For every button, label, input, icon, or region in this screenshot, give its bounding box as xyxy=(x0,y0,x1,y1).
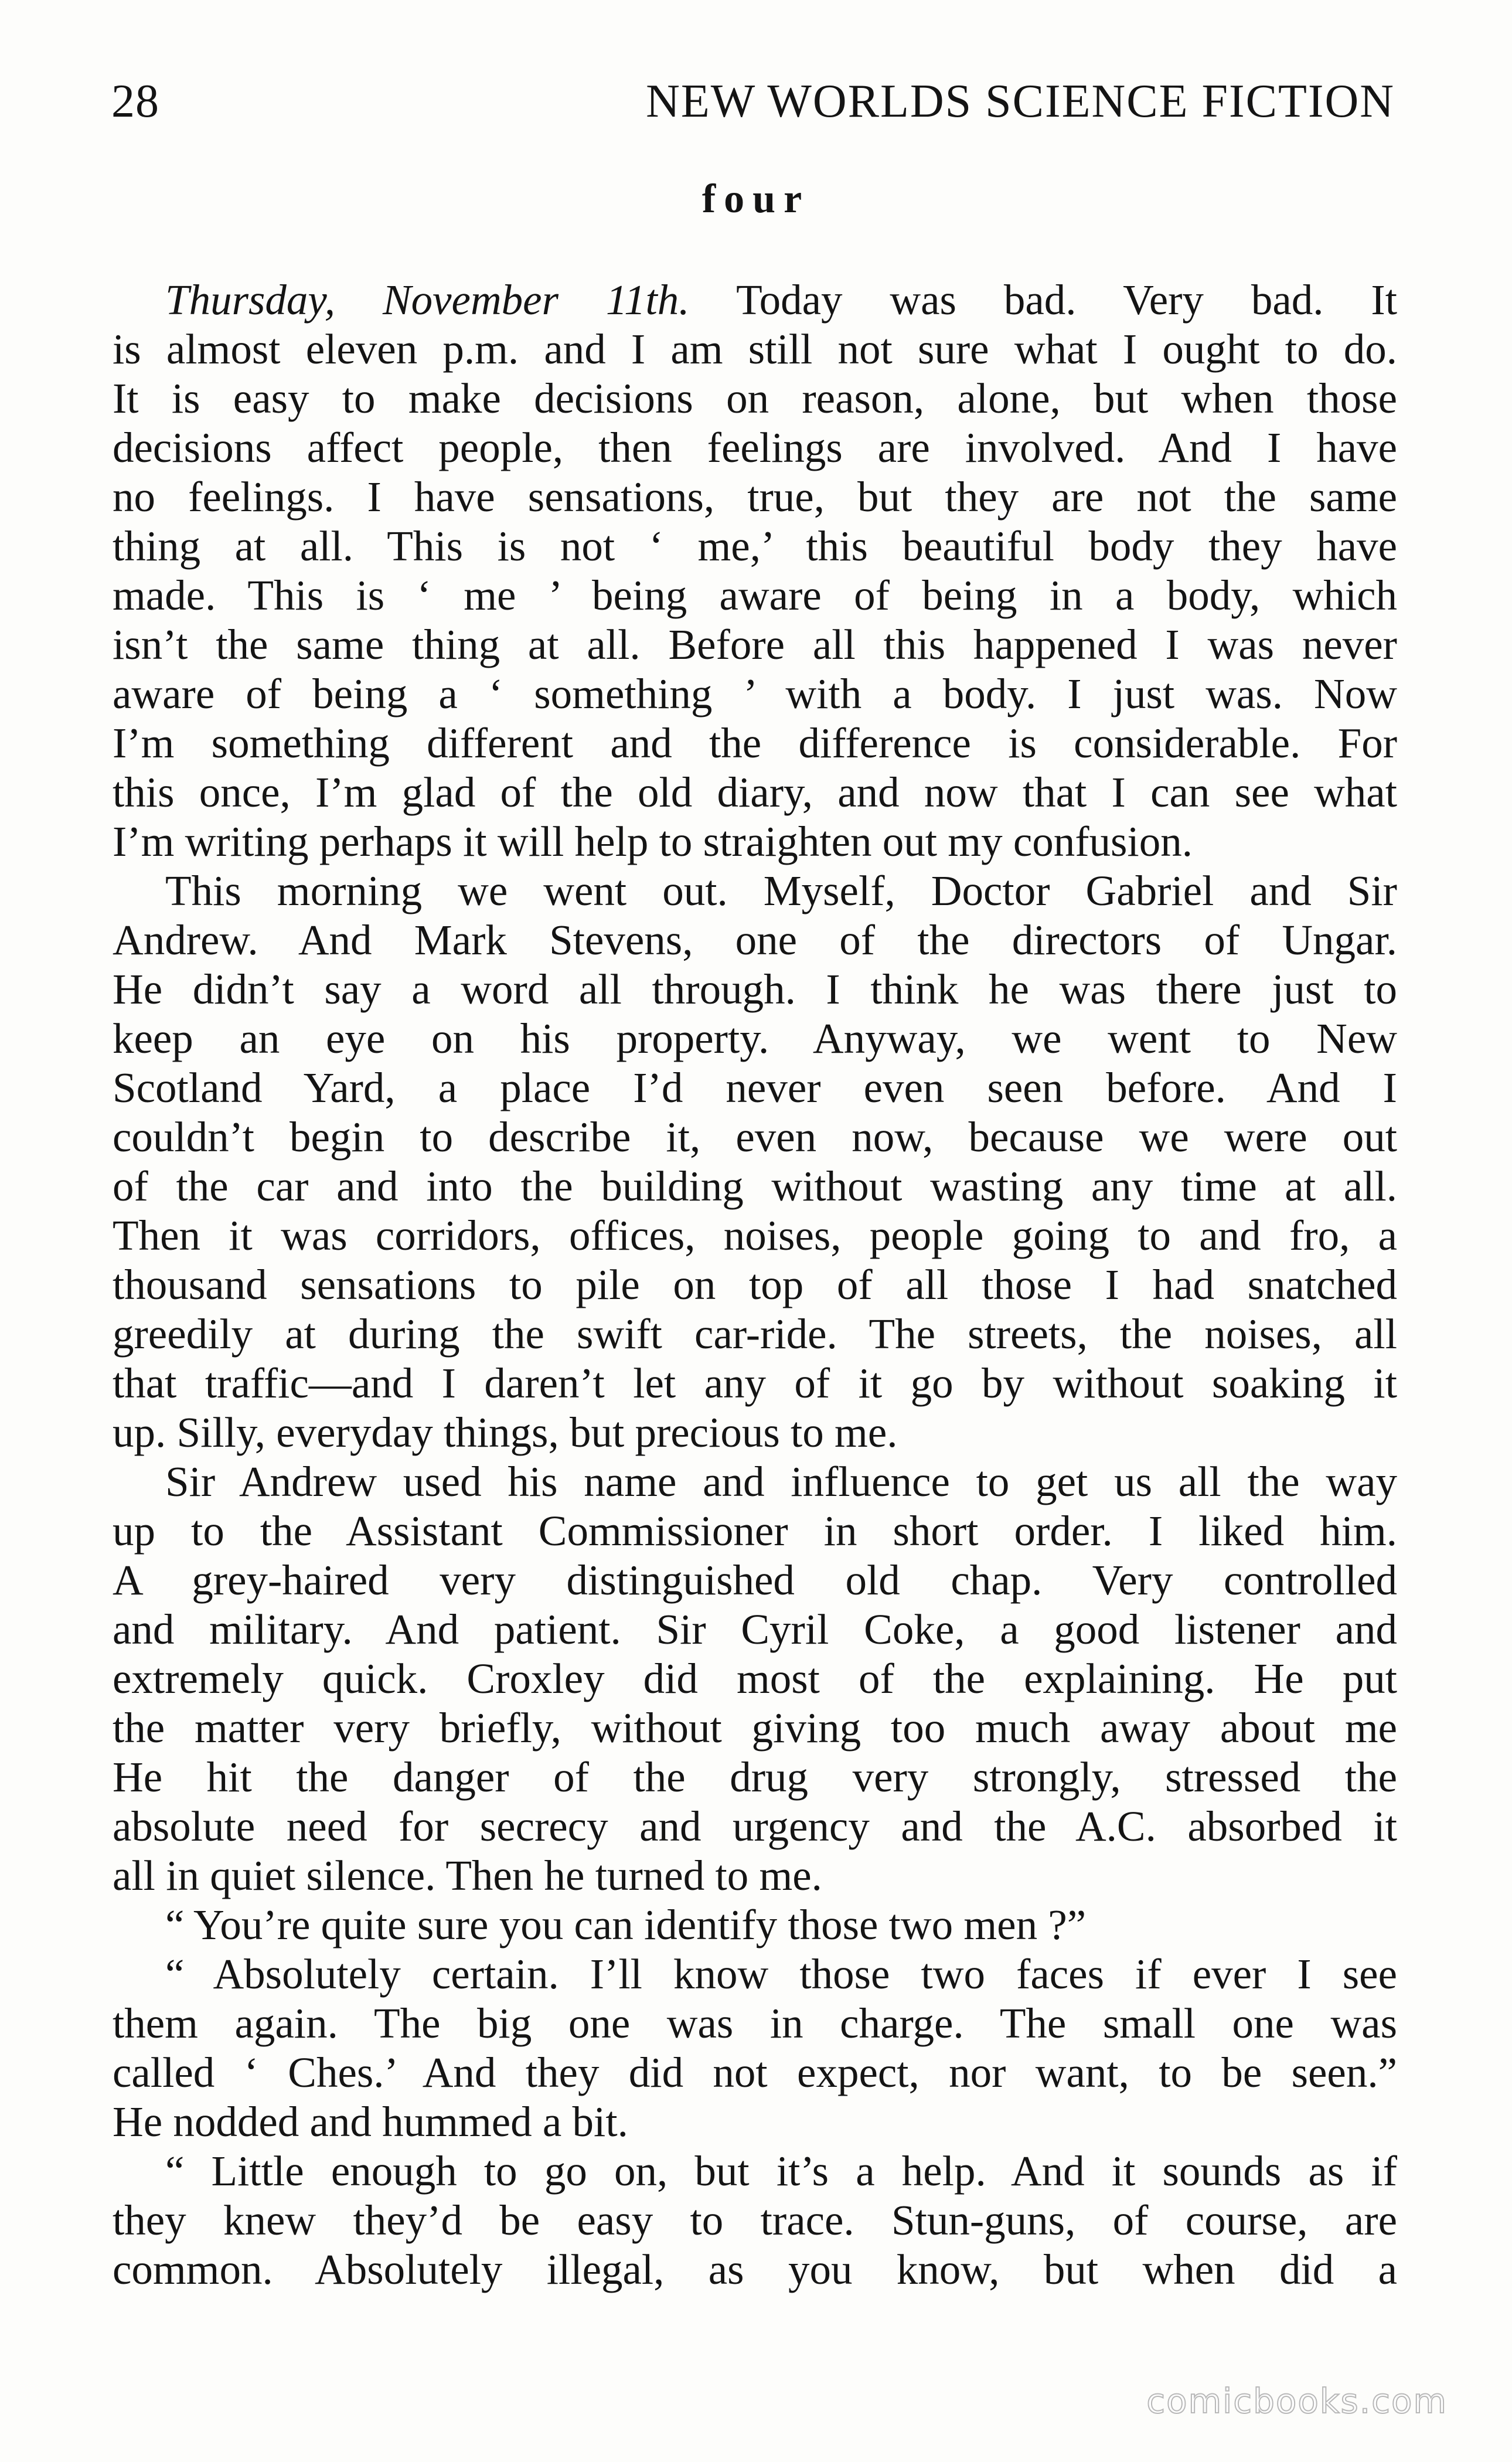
text-line xyxy=(113,1556,1397,1605)
text-line xyxy=(113,2196,1397,2245)
magazine-title: NEW WORLDS SCIENCE FICTION xyxy=(646,76,1395,127)
text-line xyxy=(113,1753,1397,1802)
line-text: Then it was corridors, offices, noises, people going to and fro, a xyxy=(113,1212,1397,1259)
text-line xyxy=(113,374,1397,423)
line-text: isn’t the same thing at all. Before all this happened I was never xyxy=(113,621,1397,668)
line-text: He hit the danger of the drug very strongly, stressed the xyxy=(113,1753,1397,1801)
line-text: couldn’t begin to describe it, even now, because we were out xyxy=(113,1113,1397,1161)
line-text: decisions affect people, then feelings are involved. And I have xyxy=(113,424,1397,471)
text-line xyxy=(113,325,1397,374)
text-line xyxy=(113,669,1397,719)
text-line xyxy=(113,571,1397,620)
text-line xyxy=(113,2048,1397,2097)
text-line xyxy=(113,1063,1397,1113)
line-text: thing at all. This is not ‘ me,’ this beautiful body they have xyxy=(113,522,1397,570)
line-text: This morning we went out. Myself, Doctor Gabriel and Sir xyxy=(165,867,1397,914)
chapter-heading: four xyxy=(701,176,811,222)
text-line xyxy=(113,1507,1397,1556)
text-line xyxy=(113,1999,1397,2048)
text-line xyxy=(113,1900,1397,1950)
line-text: greedily at during the swift car-ride. The streets, the noises, all xyxy=(113,1310,1397,1358)
text-line xyxy=(113,522,1397,571)
text-line xyxy=(113,1654,1397,1703)
text-line xyxy=(113,2245,1397,2294)
text-line xyxy=(113,1162,1397,1211)
text-line xyxy=(113,1014,1397,1063)
text-line xyxy=(113,1457,1397,1507)
line-text: He didn’t say a word all through. I think he was there just to xyxy=(113,965,1397,1013)
line-text: this once, I’m glad of the old diary, and now that I can see what xyxy=(113,768,1397,816)
text-line xyxy=(113,866,1397,916)
line-text: I’m writing perhaps it will help to straighten out my confusion. xyxy=(113,818,1193,865)
body-text xyxy=(113,276,1397,2294)
text-line xyxy=(113,1260,1397,1310)
text-line xyxy=(113,719,1397,768)
line-text: they knew they’d be easy to trace. Stun-guns, of course, are xyxy=(113,2196,1397,2244)
line-text: thousand sensations to pile on top of all those I had snatched xyxy=(113,1261,1397,1308)
text-line xyxy=(113,423,1397,472)
line-text: “ Absolutely certain. I’ll know those two faces if ever I see xyxy=(165,1950,1397,1998)
line-text: the matter very briefly, without giving too much away about me xyxy=(113,1704,1397,1752)
line-text: is almost eleven p.m. and I am still not sure what I ought to do. xyxy=(113,325,1397,373)
line-text: I’m something different and the difference is considerable. For xyxy=(113,719,1397,767)
text-line xyxy=(113,965,1397,1014)
text-line xyxy=(113,1802,1397,1851)
text-line xyxy=(113,1113,1397,1162)
line-text: A grey-haired very distinguished old chap. Very controlled xyxy=(113,1556,1397,1604)
line-text: Scotland Yard, a place I’d never even seen before. And I xyxy=(113,1064,1397,1111)
line-text: common. Absolutely illegal, as you know, but when did a xyxy=(113,2246,1397,2293)
line-text: up. Silly, everyday things, but precious to me. xyxy=(113,1409,898,1456)
line-text: aware of being a ‘ something ’ with a body. I just was. Now xyxy=(113,670,1397,717)
line-text: of the car and into the building without wasting any time at all. xyxy=(113,1162,1397,1210)
line-text: them again. The big one was in charge. The small one was xyxy=(113,1999,1397,2047)
text-line xyxy=(113,817,1397,866)
line-text: made. This is ‘ me ’ being aware of being in a body, which xyxy=(113,572,1397,619)
line-text: that traffic—and I daren’t let any of it go by without soaking it xyxy=(113,1359,1397,1407)
line-text: absolute need for secrecy and urgency and the A.C. absorbed it xyxy=(113,1803,1397,1850)
line-text: all in quiet silence. Then he turned to me. xyxy=(113,1852,822,1899)
line-text: It is easy to make decisions on reason, alone, but when those xyxy=(113,375,1397,422)
page-number: 28 xyxy=(111,76,159,127)
line-text: Andrew. And Mark Stevens, one of the directors of Ungar. xyxy=(113,916,1397,964)
text-line xyxy=(113,1703,1397,1753)
line-text: keep an eye on his property. Anyway, we went to New xyxy=(113,1015,1397,1062)
text-line xyxy=(113,472,1397,522)
line-text: up to the Assistant Commissioner in short order. I liked him. xyxy=(113,1507,1397,1555)
text-line xyxy=(113,620,1397,669)
text-line xyxy=(113,276,1397,325)
running-head xyxy=(111,75,1395,140)
text-line xyxy=(113,1211,1397,1260)
line-text: “ Little enough to go on, but it’s a help. And it sounds as if xyxy=(165,2147,1397,2195)
line-text: extremely quick. Croxley did most of the explaining. He put xyxy=(113,1655,1397,1702)
line-text: Sir Andrew used his name and influence to get us all the way xyxy=(165,1458,1397,1505)
text-line xyxy=(113,768,1397,817)
text-line xyxy=(113,1950,1397,1999)
text-line xyxy=(113,1408,1397,1457)
line-text: “ You’re quite sure you can identify those two men ?” xyxy=(165,1901,1087,1948)
text-line xyxy=(113,1359,1397,1408)
line-text: no feelings. I have sensations, true, but they are not the same xyxy=(113,473,1397,521)
diary-date: Thursday, November 11th. xyxy=(165,276,690,324)
text-line xyxy=(113,1851,1397,1900)
line-text: called ‘ Ches.’ And they did not expect, nor want, to be seen.” xyxy=(113,2049,1397,2096)
text-line xyxy=(113,916,1397,965)
text-line xyxy=(113,2147,1397,2196)
line-text: and military. And patient. Sir Cyril Coke, a good listener and xyxy=(113,1606,1397,1653)
text-line xyxy=(113,2097,1397,2147)
line-text: He nodded and hummed a bit. xyxy=(113,2098,628,2145)
text-line xyxy=(113,1605,1397,1654)
watermark: comicbooks.com xyxy=(1146,2381,1448,2421)
text-line xyxy=(113,1310,1397,1359)
line-text: Today was bad. Very bad. It xyxy=(689,276,1397,324)
